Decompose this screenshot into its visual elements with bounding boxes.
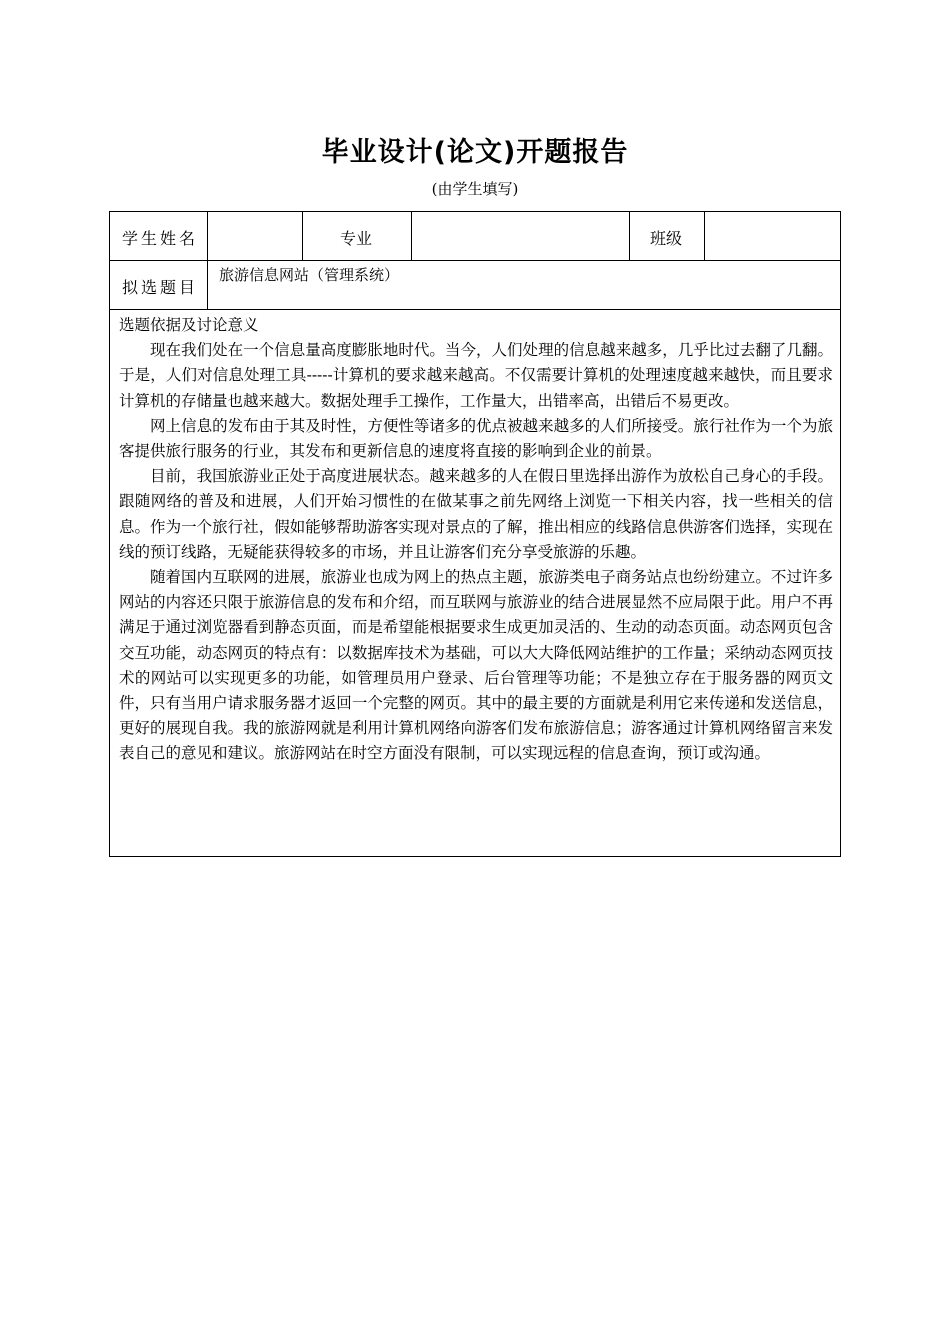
class-label: 班级 (650, 229, 683, 248)
page-title: 毕业设计(论文)开题报告 (321, 137, 629, 168)
column-divider (629, 212, 630, 260)
column-divider (302, 212, 303, 260)
column-divider (704, 212, 705, 260)
topic-label: 拟选题目 (122, 278, 199, 297)
paragraph: 随着国内互联网的进展，旅游业也成为网上的热点主题，旅游类电子商务站点也纷纷建立。不过许多网站的内容还只限于旅游信息的发布和介绍，而互联网与旅游业的结合进展显然不应局限于此。用户不再满足于通过浏览器看到静态页面，而是希望能根据要求生成更加灵活的、生动的动态页面。动态网页包含交互功能，动态网页的特点有：以数据库技术为基础，可以大大降低网站维护的工作量；采纳动态网页技术的网站可以实现更多的功能，如管理员用户登录、后台管理等功能；不是独立存在于服务器的网页文件，只有当用户请求服务器才返回一个完整的网页。其中的最主要的方面就是利用它来传递和发送信息，更好的展现自我。我的旅游网就是利用计算机网络向游客们发布旅游信息；游客通过计算机网络留言来发表自己的意见和建议。旅游网站在时空方面没有限制，可以实现远程的信息查询，预订或沟通。 (119, 568, 833, 763)
student-name-label: 学生姓名 (122, 229, 199, 248)
row-divider (110, 309, 840, 310)
student-name-field[interactable] (214, 226, 298, 248)
paragraph: 目前，我国旅游业正处于高度进展状态。越来越多的人在假日里选择出游作为放松自己身心的手段。跟随网络的普及和进展，人们开始习惯性的在做某事之前先网络上浏览一下相关内容，找一些相关的信息。作为一个旅行社，假如能够帮助游客实现对景点的了解，推出相应的线路信息供游客们选择，实现在线的预订线路，无疑能获得较多的市场，并且让游客们充分享受旅游的乐趣。 (119, 467, 833, 561)
major-label: 专业 (340, 229, 373, 248)
paragraph: 现在我们处在一个信息量高度膨胀地时代。当今，人们处理的信息越来越多，几乎比过去翻了几翻。于是，人们对信息处理工具-----计算机的要求越来越高。不仅需要计算机的处理速度越来越快，而且要求计算机的存储量也越来越大。数据处理手工操作，工作量大，出错率高，出错后不易更改。 (119, 341, 833, 410)
page-subtitle: (由学生填写) (431, 180, 519, 198)
proposal-form (109, 211, 841, 857)
rationale-section (119, 313, 833, 767)
paragraph: 网上信息的发布由于其及时性，方便性等诸多的优点被越来越多的人们所接受。旅行社作为一个为旅客提供旅行服务的行业，其发布和更新信息的速度将直接的影响到企业的前景。 (119, 416, 833, 461)
section-heading: 选题依据及讨论意义 (119, 316, 259, 334)
topic-value[interactable]: 旅游信息网站（管理系统） (219, 266, 400, 284)
class-field[interactable] (710, 226, 834, 248)
column-divider (207, 212, 208, 309)
row-divider (110, 260, 840, 261)
major-field[interactable] (418, 226, 624, 248)
column-divider (411, 212, 412, 260)
